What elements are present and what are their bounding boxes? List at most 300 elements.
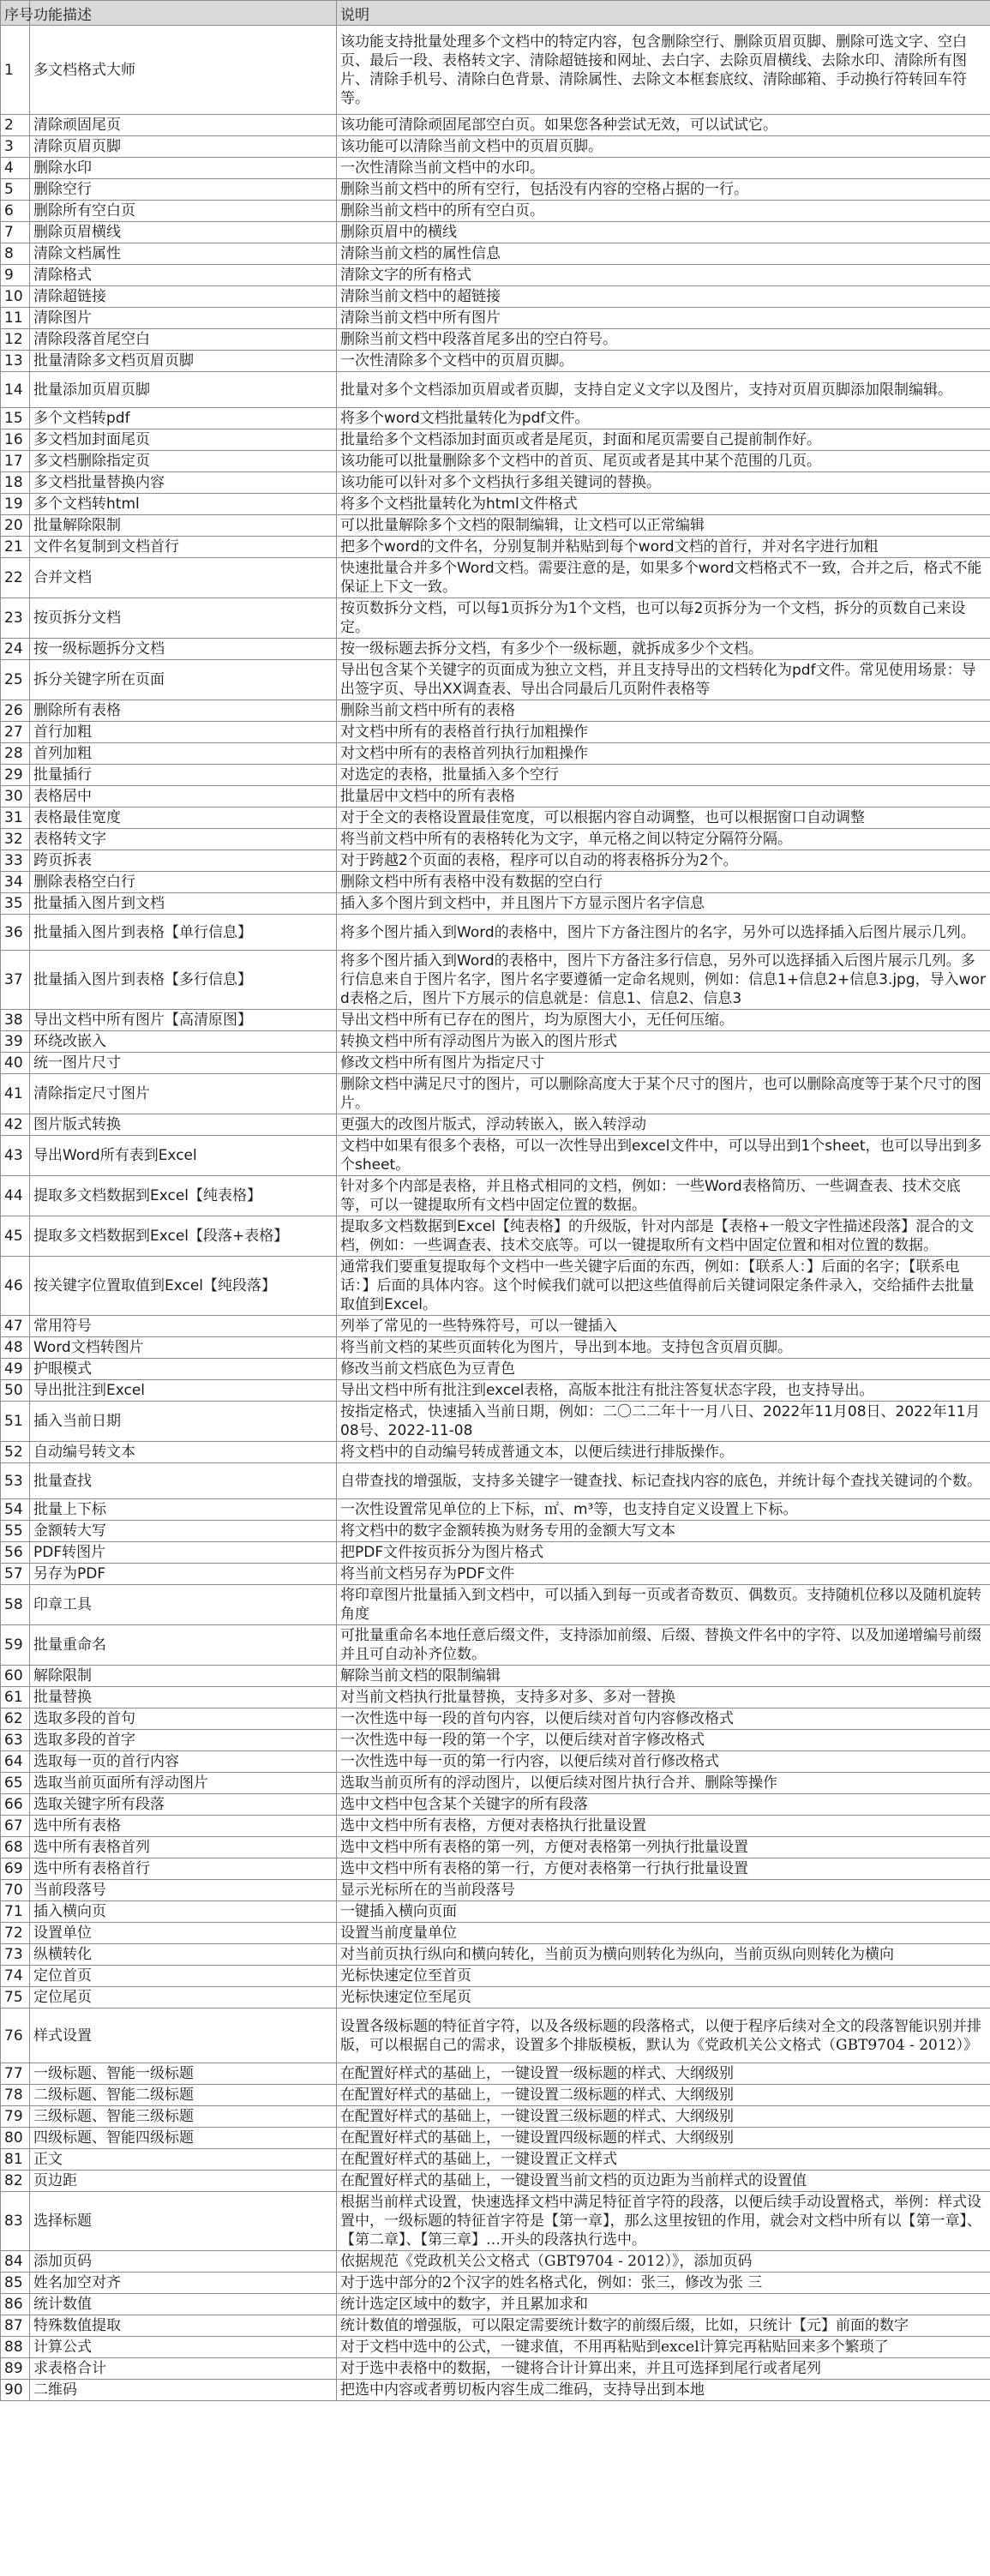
table-row bbox=[1, 1858, 990, 1880]
table-row bbox=[1, 850, 990, 872]
row-function: 合并文档 bbox=[30, 558, 337, 598]
row-number: 89 bbox=[1, 2358, 30, 2380]
table-row bbox=[1, 222, 990, 243]
row-description: 光标快速定位至尾页 bbox=[337, 1987, 990, 2009]
table-row bbox=[1, 1074, 990, 1114]
row-description: 清除当前文档中的超链接 bbox=[337, 286, 990, 308]
row-function: 统计数值 bbox=[30, 2294, 337, 2315]
row-description: 列举了常见的一些特殊符号，可以一键插入 bbox=[337, 1316, 990, 1337]
table-row bbox=[1, 1625, 990, 1666]
row-number: 28 bbox=[1, 743, 30, 765]
row-description: 一键插入横向页面 bbox=[337, 1901, 990, 1923]
row-description: 将当前文档中所有的表格转化为文字，单元格之间以特定分隔符分隔。 bbox=[337, 829, 990, 850]
row-description: 删除文档中满足尺寸的图片，可以删除高度大于某个尺寸的图片，也可以删除高度等于某个尺寸的图片。 bbox=[337, 1074, 990, 1114]
row-number: 47 bbox=[1, 1316, 30, 1337]
row-number: 42 bbox=[1, 1114, 30, 1136]
row-number: 58 bbox=[1, 1585, 30, 1625]
table-row bbox=[1, 2294, 990, 2315]
row-number: 78 bbox=[1, 2085, 30, 2106]
row-number: 68 bbox=[1, 1837, 30, 1858]
table-row bbox=[1, 26, 990, 115]
row-description: 统计选定区域中的数字，并且累加求和 bbox=[337, 2294, 990, 2315]
row-function: PDF转图片 bbox=[30, 1542, 337, 1564]
row-function: 表格最佳宽度 bbox=[30, 808, 337, 829]
row-description: 把PDF文件按页拆分为图片格式 bbox=[337, 1542, 990, 1564]
row-number: 30 bbox=[1, 786, 30, 808]
row-description: 清除当前文档的属性信息 bbox=[337, 243, 990, 265]
row-function: 多个文档转html bbox=[30, 494, 337, 515]
row-function: 批量添加页眉页脚 bbox=[30, 372, 337, 408]
row-description: 提取多文档数据到Excel【纯表格】的升级版，针对内部是【表格+一般文字性描述段落】混合的文档，例如：一些调查表、技术交底等。可以一键提取所有文档中固定位置和相对位置的数据。 bbox=[337, 1216, 990, 1257]
row-description: 在配置好样式的基础上，一键设置正文样式 bbox=[337, 2149, 990, 2171]
row-function: 清除指定尺寸图片 bbox=[30, 1074, 337, 1114]
row-description: 插入多个图片到文档中，并且图片下方显示图片名字信息 bbox=[337, 893, 990, 915]
row-function: 导出Word所有表到Excel bbox=[30, 1136, 337, 1176]
row-description: 按一级标题去拆分文档，有多少个一级标题，就拆成多少个文档。 bbox=[337, 639, 990, 660]
table-row bbox=[1, 915, 990, 951]
row-description: 在配置好样式的基础上，一键设置一级标题的样式、大纲级别 bbox=[337, 2063, 990, 2085]
row-function: 护眼模式 bbox=[30, 1359, 337, 1380]
row-description: 一次性选中每一段的第一个字，以便后续对首字修改格式 bbox=[337, 1730, 990, 1751]
row-number: 7 bbox=[1, 222, 30, 243]
row-number: 14 bbox=[1, 372, 30, 408]
row-description: 清除当前文档中所有图片 bbox=[337, 308, 990, 329]
row-function: Word文档转图片 bbox=[30, 1337, 337, 1359]
row-description: 在配置好样式的基础上，一键设置四级标题的样式、大纲级别 bbox=[337, 2128, 990, 2149]
row-description: 在配置好样式的基础上，一键设置三级标题的样式、大纲级别 bbox=[337, 2106, 990, 2128]
table-row bbox=[1, 1136, 990, 1176]
row-number: 16 bbox=[1, 429, 30, 451]
row-function: 求表格合计 bbox=[30, 2358, 337, 2380]
table-row bbox=[1, 308, 990, 329]
table-row bbox=[1, 329, 990, 351]
row-number: 54 bbox=[1, 1499, 30, 1521]
table-row bbox=[1, 1176, 990, 1216]
row-function: 计算公式 bbox=[30, 2337, 337, 2358]
row-number: 24 bbox=[1, 639, 30, 660]
row-function: 清除超链接 bbox=[30, 286, 337, 308]
row-function: 选取多段的首字 bbox=[30, 1730, 337, 1751]
row-number: 13 bbox=[1, 351, 30, 372]
row-description: 对于选中部分的2个汉字的姓名格式化，例如：张三，修改为张 三 bbox=[337, 2273, 990, 2294]
row-description: 显示光标所在的当前段落号 bbox=[337, 1880, 990, 1901]
table-row bbox=[1, 1708, 990, 1730]
row-function: 特殊数值提取 bbox=[30, 2315, 337, 2337]
row-function: 定位尾页 bbox=[30, 1987, 337, 2009]
row-number: 20 bbox=[1, 515, 30, 537]
table-row bbox=[1, 1730, 990, 1751]
row-description: 更强大的改图片版式，浮动转嵌入，嵌入转浮动 bbox=[337, 1114, 990, 1136]
row-number: 49 bbox=[1, 1359, 30, 1380]
row-number: 51 bbox=[1, 1402, 30, 1442]
row-function: 跨页拆表 bbox=[30, 850, 337, 872]
row-number: 88 bbox=[1, 2337, 30, 2358]
table-row bbox=[1, 2273, 990, 2294]
row-function: 批量查找 bbox=[30, 1463, 337, 1499]
row-function: 删除页眉横线 bbox=[30, 222, 337, 243]
row-description: 对当前页执行纵向和横向转化，当前页为横向则转化为纵向，当前页纵向则转化为横向 bbox=[337, 1944, 990, 1966]
row-function: 另存为PDF bbox=[30, 1564, 337, 1585]
table-row bbox=[1, 598, 990, 639]
table-row bbox=[1, 1564, 990, 1585]
table-row bbox=[1, 1053, 990, 1074]
row-description: 一次性设置常见单位的上下标，㎡、m³等，也支持自定义设置上下标。 bbox=[337, 1499, 990, 1521]
row-description: 文档中如果有很多个表格，可以一次性导出到excel文件中，可以导出到1个sheet，也可以导出到多个sheet。 bbox=[337, 1136, 990, 1176]
header-function: 功能描述 bbox=[30, 1, 337, 26]
table-row bbox=[1, 1463, 990, 1499]
table-row bbox=[1, 2106, 990, 2128]
table-row bbox=[1, 1359, 990, 1380]
table-row bbox=[1, 1499, 990, 1521]
table-row bbox=[1, 2192, 990, 2251]
row-description: 将文档中的数字金额转换为财务专用的金额大写文本 bbox=[337, 1521, 990, 1542]
row-function: 批量插行 bbox=[30, 765, 337, 786]
row-description: 该功能可以批量删除多个文档中的首页、尾页或者是其中某个范围的几页。 bbox=[337, 451, 990, 472]
row-function: 批量重命名 bbox=[30, 1625, 337, 1666]
row-number: 84 bbox=[1, 2251, 30, 2273]
table-row bbox=[1, 1666, 990, 1687]
row-function: 提取多文档数据到Excel【段落+表格】 bbox=[30, 1216, 337, 1257]
row-number: 69 bbox=[1, 1858, 30, 1880]
table-row bbox=[1, 201, 990, 222]
table-row bbox=[1, 136, 990, 158]
row-number: 8 bbox=[1, 243, 30, 265]
table-row bbox=[1, 1402, 990, 1442]
row-description: 设置当前度量单位 bbox=[337, 1923, 990, 1944]
table-row bbox=[1, 1923, 990, 1944]
row-number: 70 bbox=[1, 1880, 30, 1901]
row-function: 首行加粗 bbox=[30, 722, 337, 743]
row-description: 把多个word的文件名，分别复制并粘贴到每个word文档的首行，并对名字进行加粗 bbox=[337, 537, 990, 558]
row-description: 设置各级标题的特征首字符，以及各级标题的段落格式，以便于程序后续对全文的段落智能识别并排版，可以根据自己的需求，设置多个排版模板，默认为《党政机关公文格式（GBT9704 - 2012）》 bbox=[337, 2009, 990, 2063]
row-function: 按页拆分文档 bbox=[30, 598, 337, 639]
row-description: 把选中内容或者剪切板内容生成二维码，支持导出到本地 bbox=[337, 2380, 990, 2401]
row-function: 表格居中 bbox=[30, 786, 337, 808]
row-function: 环绕改嵌入 bbox=[30, 1031, 337, 1053]
row-function: 一级标题、智能一级标题 bbox=[30, 2063, 337, 2085]
row-function: 图片版式转换 bbox=[30, 1114, 337, 1136]
row-description: 对于选中表格中的数据，一键将合计计算出来，并且可选择到尾行或者尾列 bbox=[337, 2358, 990, 2380]
row-description: 修改当前文档底色为豆青色 bbox=[337, 1359, 990, 1380]
row-function: 当前段落号 bbox=[30, 1880, 337, 1901]
table-row bbox=[1, 1216, 990, 1257]
row-number: 72 bbox=[1, 1923, 30, 1944]
row-description: 批量给多个文档添加封面页或者是尾页，封面和尾页需要自己提前制作好。 bbox=[337, 429, 990, 451]
row-description: 该功能可以清除当前文档中的页眉页脚。 bbox=[337, 136, 990, 158]
row-function: 选择标题 bbox=[30, 2192, 337, 2251]
row-number: 59 bbox=[1, 1625, 30, 1666]
row-number: 80 bbox=[1, 2128, 30, 2149]
row-number: 82 bbox=[1, 2171, 30, 2192]
table-row bbox=[1, 2251, 990, 2273]
row-function: 按关键字位置取值到Excel【纯段落】 bbox=[30, 1257, 337, 1316]
row-function: 导出批注到Excel bbox=[30, 1380, 337, 1402]
row-description: 删除页眉中的横线 bbox=[337, 222, 990, 243]
table-row bbox=[1, 1837, 990, 1858]
row-number: 11 bbox=[1, 308, 30, 329]
table-row bbox=[1, 115, 990, 136]
row-function: 选取多段的首句 bbox=[30, 1708, 337, 1730]
row-number: 55 bbox=[1, 1521, 30, 1542]
row-function: 批量上下标 bbox=[30, 1499, 337, 1521]
row-description: 光标快速定位至首页 bbox=[337, 1966, 990, 1987]
row-number: 6 bbox=[1, 201, 30, 222]
row-number: 34 bbox=[1, 872, 30, 893]
row-number: 18 bbox=[1, 472, 30, 494]
row-function: 清除段落首尾空白 bbox=[30, 329, 337, 351]
row-description: 可以批量解除多个文档的限制编辑，让文档可以正常编辑 bbox=[337, 515, 990, 537]
table-row bbox=[1, 1901, 990, 1923]
row-description: 选中文档中包含某个关键字的所有段落 bbox=[337, 1794, 990, 1816]
row-function: 常用符号 bbox=[30, 1316, 337, 1337]
row-number: 74 bbox=[1, 1966, 30, 1987]
row-description: 快速批量合并多个Word文档。需要注意的是，如果多个word文档格式不一致，合并之后，格式不能保证上下文一致。 bbox=[337, 558, 990, 598]
row-function: 首列加粗 bbox=[30, 743, 337, 765]
row-number: 66 bbox=[1, 1794, 30, 1816]
row-description: 选中文档中所有表格的第一行，方便对表格第一行执行批量设置 bbox=[337, 1858, 990, 1880]
row-number: 9 bbox=[1, 265, 30, 286]
row-function: 姓名加空对齐 bbox=[30, 2273, 337, 2294]
row-number: 10 bbox=[1, 286, 30, 308]
row-number: 29 bbox=[1, 765, 30, 786]
row-number: 39 bbox=[1, 1031, 30, 1053]
row-function: 批量插入图片到表格【多行信息】 bbox=[30, 951, 337, 1010]
row-description: 在配置好样式的基础上，一键设置二级标题的样式、大纲级别 bbox=[337, 2085, 990, 2106]
table-row bbox=[1, 1944, 990, 1966]
table-row bbox=[1, 808, 990, 829]
table-row bbox=[1, 351, 990, 372]
table-row bbox=[1, 893, 990, 915]
row-number: 43 bbox=[1, 1136, 30, 1176]
row-function: 文件名复制到文档首行 bbox=[30, 537, 337, 558]
row-description: 选取当前页所有的浮动图片，以便后续对图片执行合并、删除等操作 bbox=[337, 1773, 990, 1794]
row-function: 金额转大写 bbox=[30, 1521, 337, 1542]
row-number: 85 bbox=[1, 2273, 30, 2294]
row-number: 61 bbox=[1, 1687, 30, 1708]
table-row bbox=[1, 1585, 990, 1625]
row-function: 统一图片尺寸 bbox=[30, 1053, 337, 1074]
row-number: 75 bbox=[1, 1987, 30, 2009]
row-description: 可批量重命名本地任意后缀文件，支持添加前缀、后缀、替换文件名中的字符、以及加递增编号前缀并且可自动补齐位数。 bbox=[337, 1625, 990, 1666]
row-number: 12 bbox=[1, 329, 30, 351]
table-row bbox=[1, 951, 990, 1010]
row-description: 转换文档中所有浮动图片为嵌入的图片形式 bbox=[337, 1031, 990, 1053]
row-description: 将多个文档批量转化为html文件格式 bbox=[337, 494, 990, 515]
row-function: 清除页眉页脚 bbox=[30, 136, 337, 158]
table-row bbox=[1, 2337, 990, 2358]
row-number: 83 bbox=[1, 2192, 30, 2251]
row-number: 15 bbox=[1, 408, 30, 429]
row-description: 将当前文档另存为PDF文件 bbox=[337, 1564, 990, 1585]
row-number: 77 bbox=[1, 2063, 30, 2085]
table-row bbox=[1, 537, 990, 558]
row-function: 表格转文字 bbox=[30, 829, 337, 850]
table-row bbox=[1, 1816, 990, 1837]
row-number: 25 bbox=[1, 660, 30, 700]
table-row bbox=[1, 1114, 990, 1136]
row-number: 63 bbox=[1, 1730, 30, 1751]
row-description: 修改文档中所有图片为指定尺寸 bbox=[337, 1053, 990, 1074]
row-function: 删除所有表格 bbox=[30, 700, 337, 722]
table-row bbox=[1, 1687, 990, 1708]
row-description: 清除文字的所有格式 bbox=[337, 265, 990, 286]
row-description: 对于全文的表格设置最佳宽度，可以根据内容自动调整，也可以根据窗口自动调整 bbox=[337, 808, 990, 829]
row-function: 清除顽固尾页 bbox=[30, 115, 337, 136]
row-number: 65 bbox=[1, 1773, 30, 1794]
row-number: 32 bbox=[1, 829, 30, 850]
row-function: 选取当前页面所有浮动图片 bbox=[30, 1773, 337, 1794]
table-row bbox=[1, 2358, 990, 2380]
table-row bbox=[1, 2315, 990, 2337]
row-description: 一次性清除多个文档中的页眉页脚。 bbox=[337, 351, 990, 372]
row-number: 5 bbox=[1, 179, 30, 201]
row-number: 3 bbox=[1, 136, 30, 158]
table-row bbox=[1, 765, 990, 786]
row-function: 选中所有表格 bbox=[30, 1816, 337, 1837]
table-row bbox=[1, 494, 990, 515]
row-function: 清除图片 bbox=[30, 308, 337, 329]
row-function: 删除所有空白页 bbox=[30, 201, 337, 222]
table-row bbox=[1, 1751, 990, 1773]
row-description: 对当前文档执行批量替换，支持多对多、多对一替换 bbox=[337, 1687, 990, 1708]
table-row bbox=[1, 1010, 990, 1031]
row-number: 41 bbox=[1, 1074, 30, 1114]
row-function: 四级标题、智能四级标题 bbox=[30, 2128, 337, 2149]
table-header-row bbox=[1, 1, 990, 26]
row-description: 一次性清除当前文档中的水印。 bbox=[337, 158, 990, 179]
row-function: 选中所有表格首列 bbox=[30, 1837, 337, 1858]
row-number: 19 bbox=[1, 494, 30, 515]
row-description: 该功能支持批量处理多个文档中的特定内容，包含删除空行、删除页眉页脚、删除可选文字、空白页、最后一段、表格转文字、清除超链接和网址、去白字、去除页眉横线、去除水印、清除所有图片、清除手机号、清除白色背景、清除属性、去除文本框套底纹、清除邮箱、手动换行符转回车符等。 bbox=[337, 26, 990, 115]
table-row bbox=[1, 1966, 990, 1987]
row-description: 将印章图片批量插入到文档中，可以插入到每一页或者奇数页、偶数页。支持随机位移以及随机旋转角度 bbox=[337, 1585, 990, 1625]
table-row bbox=[1, 1442, 990, 1463]
table-row bbox=[1, 243, 990, 265]
row-description: 该功能可清除顽固尾部空白页。如果您各种尝试无效，可以试试它。 bbox=[337, 115, 990, 136]
table-row bbox=[1, 1380, 990, 1402]
row-number: 35 bbox=[1, 893, 30, 915]
row-number: 67 bbox=[1, 1816, 30, 1837]
table-row bbox=[1, 786, 990, 808]
row-number: 79 bbox=[1, 2106, 30, 2128]
row-function: 多文档删除指定页 bbox=[30, 451, 337, 472]
row-number: 21 bbox=[1, 537, 30, 558]
row-description: 按指定格式，快速插入当前日期，例如：二〇二二年十一月八日、2022年11月08日、2022年11月08号、2022-11-08 bbox=[337, 1402, 990, 1442]
header-description: 说明 bbox=[337, 1, 990, 26]
row-number: 37 bbox=[1, 951, 30, 1010]
row-number: 23 bbox=[1, 598, 30, 639]
row-number: 53 bbox=[1, 1463, 30, 1499]
row-description: 解除当前文档的限制编辑 bbox=[337, 1666, 990, 1687]
row-number: 46 bbox=[1, 1257, 30, 1316]
row-number: 62 bbox=[1, 1708, 30, 1730]
row-number: 56 bbox=[1, 1542, 30, 1564]
row-description: 删除当前文档中段落首尾多出的空白符号。 bbox=[337, 329, 990, 351]
row-description: 通常我们要重复提取每个文档中一些关键字后面的东西，例如：【联系人：】后面的名字；【联系电话：】后面的具体内容。这个时候我们就可以把这些值得前后关键词限定条件录入，交给插件去批量取值到Excel。 bbox=[337, 1257, 990, 1316]
row-number: 44 bbox=[1, 1176, 30, 1216]
table-row bbox=[1, 429, 990, 451]
table-row bbox=[1, 2149, 990, 2171]
row-number: 73 bbox=[1, 1944, 30, 1966]
row-description: 删除当前文档中所有的表格 bbox=[337, 700, 990, 722]
row-function: 选中所有表格首行 bbox=[30, 1858, 337, 1880]
row-function: 设置单位 bbox=[30, 1923, 337, 1944]
row-function: 插入当前日期 bbox=[30, 1402, 337, 1442]
row-number: 36 bbox=[1, 915, 30, 951]
row-number: 64 bbox=[1, 1751, 30, 1773]
row-number: 4 bbox=[1, 158, 30, 179]
row-function: 批量替换 bbox=[30, 1687, 337, 1708]
row-description: 将多个图片插入到Word的表格中，图片下方备注图片的名字，另外可以选择插入后图片展示几列。 bbox=[337, 915, 990, 951]
row-function: 多文档加封面尾页 bbox=[30, 429, 337, 451]
row-description: 删除当前文档中的所有空行，包括没有内容的空格占据的一行。 bbox=[337, 179, 990, 201]
table-row bbox=[1, 1031, 990, 1053]
row-function: 自动编号转文本 bbox=[30, 1442, 337, 1463]
table-row bbox=[1, 1880, 990, 1901]
row-function: 导出文档中所有图片【高清原图】 bbox=[30, 1010, 337, 1031]
row-function: 批量清除多文档页眉页脚 bbox=[30, 351, 337, 372]
row-number: 90 bbox=[1, 2380, 30, 2401]
row-function: 批量插入图片到表格【单行信息】 bbox=[30, 915, 337, 951]
row-function: 印章工具 bbox=[30, 1585, 337, 1625]
row-description: 对于文档中选中的公式，一键求值，不用再粘贴到excel计算完再粘贴回来多个繁琐了 bbox=[337, 2337, 990, 2358]
table-row bbox=[1, 1987, 990, 2009]
row-function: 删除水印 bbox=[30, 158, 337, 179]
row-number: 1 bbox=[1, 26, 30, 115]
row-number: 2 bbox=[1, 115, 30, 136]
row-function: 批量插入图片到文档 bbox=[30, 893, 337, 915]
row-function: 定位首页 bbox=[30, 1966, 337, 1987]
row-number: 81 bbox=[1, 2149, 30, 2171]
row-function: 选取关键字所有段落 bbox=[30, 1794, 337, 1816]
row-function: 多个文档转pdf bbox=[30, 408, 337, 429]
row-description: 对于跨越2个页面的表格，程序可以自动的将表格拆分为2个。 bbox=[337, 850, 990, 872]
row-function: 提取多文档数据到Excel【纯表格】 bbox=[30, 1176, 337, 1216]
table-row bbox=[1, 2380, 990, 2401]
row-number: 52 bbox=[1, 1442, 30, 1463]
table-row bbox=[1, 2128, 990, 2149]
table-row bbox=[1, 872, 990, 893]
row-description: 对文档中所有的表格首列执行加粗操作 bbox=[337, 743, 990, 765]
row-function: 拆分关键字所在页面 bbox=[30, 660, 337, 700]
table-row bbox=[1, 722, 990, 743]
row-number: 38 bbox=[1, 1010, 30, 1031]
table-row bbox=[1, 829, 990, 850]
row-number: 50 bbox=[1, 1380, 30, 1402]
table-row bbox=[1, 1794, 990, 1816]
row-description: 批量对多个文档添加页眉或者页脚，支持自定义文字以及图片，支持对页眉页脚添加限制编辑。 bbox=[337, 372, 990, 408]
table-row bbox=[1, 2063, 990, 2085]
row-description: 在配置好样式的基础上，一键设置当前文档的页边距为当前样式的设置值 bbox=[337, 2171, 990, 2192]
row-function: 添加页码 bbox=[30, 2251, 337, 2273]
row-number: 26 bbox=[1, 700, 30, 722]
table-row bbox=[1, 660, 990, 700]
row-function: 二级标题、智能二级标题 bbox=[30, 2085, 337, 2106]
row-description: 统计数值的增强版，可以限定需要统计数字的前缀后缀，比如，只统计【元】前面的数字 bbox=[337, 2315, 990, 2337]
row-description: 对文档中所有的表格首行执行加粗操作 bbox=[337, 722, 990, 743]
row-function: 清除格式 bbox=[30, 265, 337, 286]
row-number: 31 bbox=[1, 808, 30, 829]
table-row bbox=[1, 472, 990, 494]
table-row bbox=[1, 558, 990, 598]
row-number: 40 bbox=[1, 1053, 30, 1074]
row-function: 多文档格式大师 bbox=[30, 26, 337, 115]
row-function: 三级标题、智能三级标题 bbox=[30, 2106, 337, 2128]
header-no: 序号 bbox=[1, 1, 30, 26]
row-description: 一次性选中每一页的第一行内容，以便后续对首行修改格式 bbox=[337, 1751, 990, 1773]
table-row bbox=[1, 2171, 990, 2192]
table-row bbox=[1, 639, 990, 660]
